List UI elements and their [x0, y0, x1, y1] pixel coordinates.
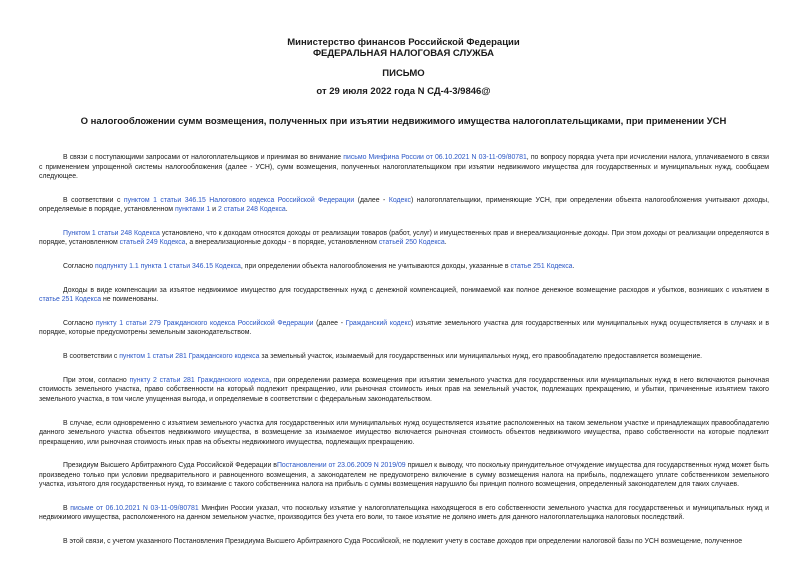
- paragraph-text: (далее -: [354, 196, 389, 204]
- paragraph-text: не поименованы.: [101, 296, 159, 304]
- issuer-block: [0, 37, 807, 59]
- paragraph: [39, 504, 769, 523]
- document-link[interactable]: Гражданский кодекс: [345, 319, 412, 327]
- paragraph-text: установлено, что к доходам относятся доходы от реализации товаров (работ, услуг) и имущественных прав и внереализационные доходы. При этом доходы от реализации определяются в порядке, установленном: [39, 229, 769, 247]
- document-link[interactable]: статьей 249 Кодекса: [119, 239, 186, 247]
- document-link[interactable]: статье 251 Кодекса: [510, 263, 573, 271]
- paragraph-text: пришел к выводу, что поскольку принудительное отчуждение имущества для государственных нужд может быть произведено только при условии предварительного и равноценного возмещения, а законодателем не предусмотрено включение в сумму возмещения налога на прибыль, подлежащего уплате собственником земельного участка, изъятого для государственных нужд, то взимание с такого собственника налога на прибыль с суммы возмещения нарушило бы принцип полного возмещения, определенный законодателем для таких случаев.: [39, 462, 769, 489]
- document-link[interactable]: Пунктом 1 статьи 248 Кодекса: [63, 229, 160, 237]
- paragraph: [39, 352, 769, 362]
- document-link[interactable]: Кодекс: [388, 196, 411, 204]
- paragraph-text: , по вопросу порядка учета при исчислении налога, уплачиваемого в связи с применением упрощенной системы налогообложения (далее - УСН), сумм возмещения, полученных налогоплательщиком при изъятии недвижимого имущества для государственных и муниципальных нужд, сообщаем следующее.: [39, 154, 769, 180]
- paragraph-text: за земельный участок, изымаемый для государственных или муниципальных нужд, его правообладателю предоставляется возмещение.: [259, 353, 703, 361]
- paragraph: [39, 376, 769, 405]
- paragraph-text: (далее -: [313, 319, 346, 327]
- paragraph-text: , при определении объекта налогообложения не учитываются доходы, указанные в: [240, 263, 511, 271]
- paragraph-text: В соответствии с: [63, 353, 120, 361]
- paragraph: [39, 286, 769, 305]
- paragraph-text: и: [210, 206, 218, 214]
- paragraph: [39, 319, 769, 338]
- paragraph-text: .: [572, 263, 575, 271]
- document-link[interactable]: пунктами 1: [174, 206, 211, 214]
- paragraph-text: В связи с поступающими запросами от налогоплательщиков и принимая во внимание: [63, 154, 344, 161]
- paragraph-text: В этой связи, с учетом указанного Постановления Президиума Высшего Арбитражного Суда Российской, не подлежит учету в составе доходов при определении налоговой базы по УСН возмещение, полученное: [63, 538, 743, 546]
- paragraph: [39, 461, 769, 490]
- document-link[interactable]: Постановлении от 23.06.2009 N 2019/09: [276, 462, 406, 470]
- paragraph-text: , а внереализационные доходы - в порядке, установленном: [185, 239, 379, 247]
- paragraph: [39, 196, 769, 215]
- document-link[interactable]: пунктом 1 статьи 281 Гражданского кодекса: [119, 353, 260, 361]
- paragraph-text: Доходы в виде компенсации за изъятое недвижимое имущество для государственных нужд с денежной компенсацией, понимаемой как полное денежное возмещение расходов и убытков, возникших с изъятием в: [63, 286, 769, 294]
- paragraph: [39, 229, 769, 248]
- paragraph-text: ) изъятие земельного участка для государственных или муниципальных нужд осуществляется в случаях и в порядке, которые предусмотрены земельным законодательством.: [39, 319, 769, 337]
- document-link[interactable]: письме от 06.10.2021 N 03-11-09/80781: [70, 504, 199, 512]
- paragraph-text: .: [285, 206, 288, 214]
- document-link[interactable]: 2 статьи 248 Кодекса: [217, 206, 286, 214]
- document-subject: О налогообложении сумм возмещения, полученных при изъятии недвижимого имущества налогоплательщиками, при применении УСН: [80, 116, 727, 127]
- paragraph: [39, 262, 769, 272]
- document-body: [39, 153, 769, 561]
- paragraph-text: В случае, если одновременно с изъятием земельного участка для государственных или муниципальных нужд осуществляется изъятие расположенных на таком земельном участке и принадлежащих правообладателю данного земельного участка объектов недвижимого имущества, в возмещение за изымаемое имущество включается рыночная стоимость объектов недвижимого имущества, право собственности на которые подлежит прекращению, или рыночная стоимость иных прав на объекты недвижимого имущества, подлежащих прекращению.: [39, 419, 769, 446]
- document-link[interactable]: письмо Минфина России от 06.10.2021 N 03-11-09/80781: [343, 154, 527, 161]
- paragraph-text: В соответствии с: [63, 196, 124, 204]
- service-name: ФЕДЕРАЛЬНАЯ НАЛОГОВАЯ СЛУЖБА: [312, 48, 495, 59]
- paragraph: [39, 419, 769, 448]
- document-link[interactable]: пунктом 1 статьи 346.15 Налогового кодекса Российской Федерации: [123, 196, 355, 204]
- ministry-name: Министерство финансов Российской Федерации: [287, 37, 520, 48]
- document-link[interactable]: пункту 1 статьи 279 Гражданского кодекса Российской Федерации: [95, 319, 314, 327]
- document-type: ПИСЬМО: [382, 68, 425, 79]
- document-link[interactable]: статье 251 Кодекса: [39, 296, 102, 304]
- paragraph-text: Минфин России указал, что поскольку изъятие у налогоплательщика находящегося в его собственности земельного участка для государственных и муниципальных нужд и недвижимого имущества, расположенного на данном земельном участке, производится без учета его воли, то такое изъятие не должно иметь для данного налогоплательщика налоговых последствий.: [39, 504, 769, 522]
- document-link[interactable]: подпункту 1.1 пункта 1 статьи 346.15 Кодекса: [95, 263, 241, 271]
- paragraph-text: При этом, согласно: [63, 376, 130, 384]
- paragraph-text: Согласно: [63, 263, 96, 271]
- paragraph: [39, 153, 769, 182]
- paragraph-text: , при определении размера возмещения при изъятии земельного участка для государственных или муниципальных нужд в него включаются рыночная стоимость земельного участка, право собственности на который подлежит прекращению, или рыночная стоимость иных прав на земельный участок, подлежащих прекращению, и убытки, причиненные изъятием такого земельного участка, в том числе упущенная выгода, и определяемые в соответствии с федеральным законодательством.: [39, 376, 769, 403]
- paragraph-text: .: [444, 239, 447, 247]
- paragraph-text: Согласно: [63, 319, 96, 327]
- document-date-number: от 29 июля 2022 года N СД-4-3/9846@: [316, 86, 491, 97]
- paragraph-text: Президиум Высшего Арбитражного Суда Российской Федерации в: [63, 462, 277, 470]
- document-link[interactable]: статьей 250 Кодекса: [378, 239, 445, 247]
- document-link[interactable]: пункту 2 статьи 281 Гражданского кодекса: [129, 376, 270, 384]
- paragraph-text: ) налогоплательщики, применяющие УСН, при определении объекта налогообложения учитывают доходы, определяемые в порядке, установленном: [39, 196, 769, 214]
- paragraph-text: В: [63, 504, 71, 512]
- paragraph: [39, 537, 769, 547]
